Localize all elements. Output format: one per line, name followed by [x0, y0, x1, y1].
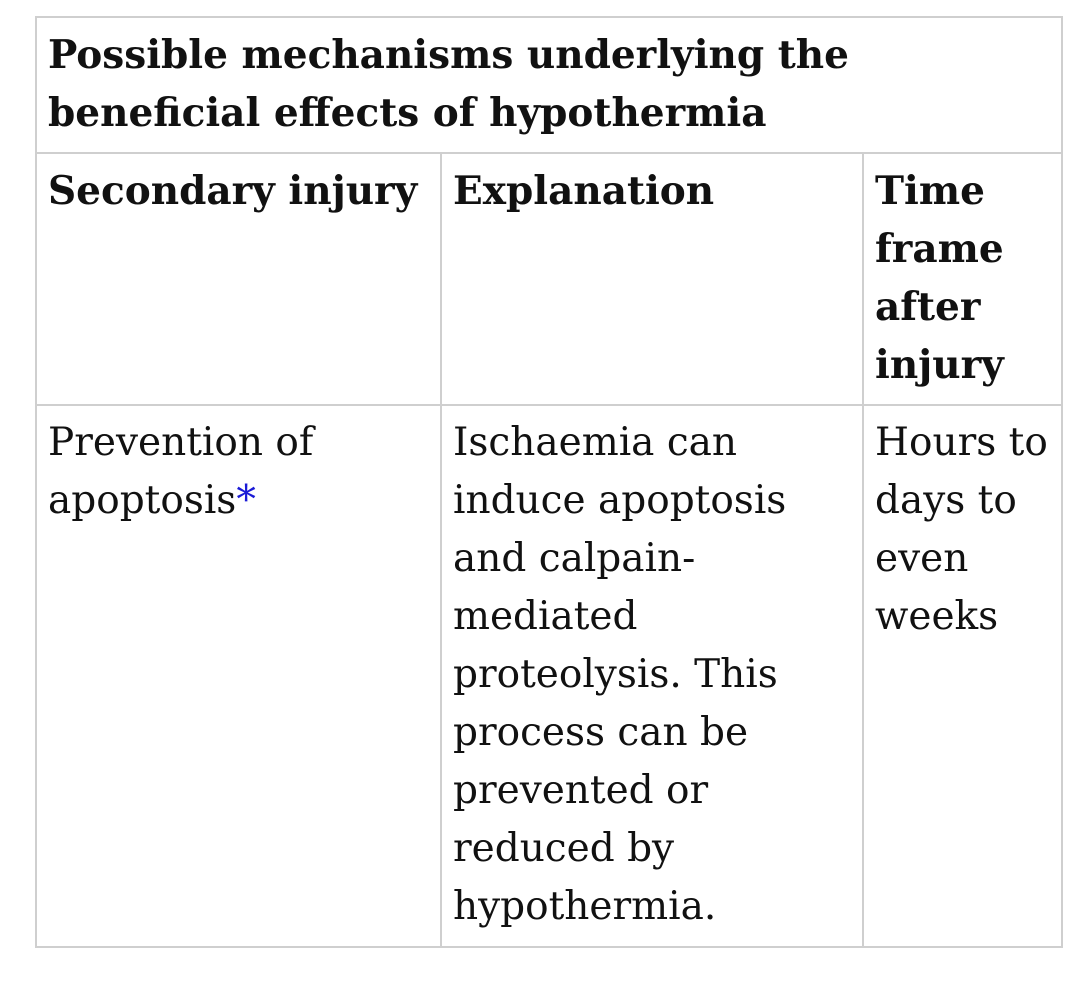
- header-time-frame: Time frame after injury: [863, 153, 1062, 405]
- caption-row: [36, 17, 1062, 153]
- mechanisms-table: [35, 16, 1063, 948]
- table-caption: Possible mechanisms underlying the beneficial effects of hypothermia: [36, 17, 1062, 153]
- footnote-link[interactable]: *: [236, 478, 256, 523]
- secondary-injury-text: Prevention of apoptosis: [48, 420, 314, 523]
- header-row: [36, 153, 1062, 405]
- header-secondary-injury: Secondary injury: [36, 153, 441, 405]
- cell-secondary-injury: [36, 405, 441, 947]
- cell-explanation: Ischaemia can induce apoptosis and calpain-mediated proteolysis. This process can be prevented or reduced by hypothermia.: [441, 405, 863, 947]
- header-explanation: Explanation: [441, 153, 863, 405]
- table-row: [36, 405, 1062, 947]
- cell-time-frame: Hours to days to even weeks: [863, 405, 1062, 947]
